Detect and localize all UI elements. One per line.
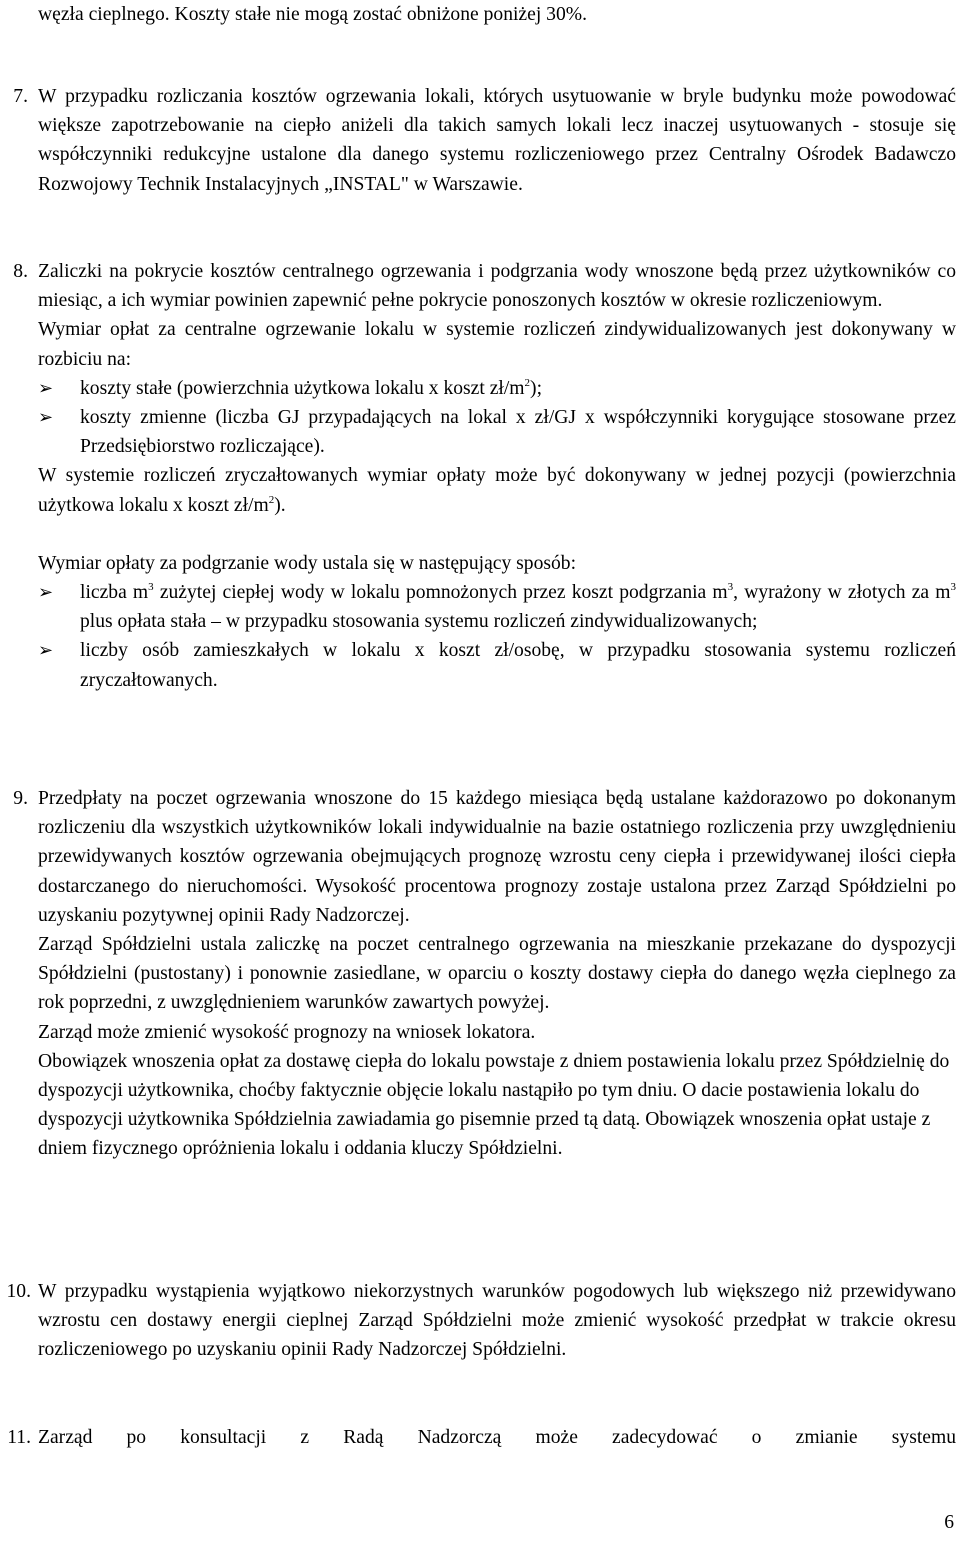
- page-number: 6: [944, 1512, 954, 1533]
- item-11-body: [38, 1423, 956, 1452]
- item-8-para-4: Wymiar opłaty za podgrzanie wody ustala się w następujący sposób:: [38, 552, 577, 574]
- para-3-end: ).: [274, 494, 286, 516]
- superscript: 3: [727, 581, 734, 594]
- item-8-bullet-3: [38, 578, 956, 636]
- superscript: 2: [268, 493, 275, 506]
- superscript: 3: [148, 581, 154, 594]
- item-9-para-3: Zarząd może zmienić wysokość prognozy na wniosek lokatora.: [38, 1021, 536, 1043]
- arrow-bullet-icon: ➢: [38, 640, 54, 662]
- item-7-text: W przypadku rozliczania kosztów ogrzewania lokali, których usytuowanie w bryle budynku może powodować większe zapotrzebowanie na ciepło aniżeli dla takich samych lokali lecz inaczej usytuowanych - stosuje się współczynniki redukcyjne ustalone dla danego systemu rozliczeniowego przez Centralny Ośrodek Badawczo Rozwojowy Technik Instalacyjnych „INSTAL" w Warszawie.: [38, 86, 956, 195]
- continuation-text: węzła cieplnego. Koszty stałe nie mogą zostać obniżone poniżej 30%.: [38, 4, 587, 25]
- arrow-bullet-icon: ➢: [38, 407, 54, 429]
- superscript: 3: [950, 581, 956, 594]
- item-8-para-3: [38, 461, 956, 519]
- item-8-bullet-1: [38, 374, 956, 403]
- para-3-text: W systemie rozliczeń zryczałtowanych wymiar opłaty może być dokonywany w jednej pozycji (powierzchnia użytkowa lokalu x koszt zł/m: [38, 465, 956, 516]
- superscript: 2: [524, 376, 531, 389]
- bullet-3-text-c: , wyrażony w złotych za m: [733, 582, 951, 604]
- bullet-1-text: koszty stałe (powierzchnia użytkowa lokalu x koszt zł/m: [80, 377, 525, 399]
- item-9-para-2: Zarząd Spółdzielni ustala zaliczkę na poczet centralnego ogrzewania na mieszkanie przekazane do dyspozycji Spółdzielni (pustostany) i ponownie zasiedlane, w oparciu o koszty dostawy ciepła do danego węzła cieplnego za rok poprzedni, z uwzględnieniem warunków zawartych powyżej.: [38, 934, 956, 1014]
- item-11: [0, 1423, 956, 1452]
- continuation-line: [38, 0, 956, 29]
- item-9-para-4: Obowiązek wnoszenia opłat za dostawę ciepła do lokalu powstaje z dniem postawienia lokalu przez Spółdzielnię do dyspozycji użytkownika, choćby faktycznie objęcie lokalu nastąpiło po tym dniu. O dacie postawienia lokalu do dyspozycji użytkownika Spółdzielnia zawiadamia go pisemnie przed tą datą. Obowiązek wnoszenia opłat ustaje z dniem fizycznego opróżnienia lokalu i oddania kluczy Spółdzielni.: [38, 1050, 950, 1160]
- item-7-number: 7.: [13, 86, 28, 107]
- bullet-4-text: liczby osób zamieszkałych w lokalu x koszt zł/osobę, w przypadku stosowania systemu rozliczeń zryczałtowanych.: [80, 640, 956, 691]
- item-8-bullet-4: [38, 636, 956, 694]
- bullet-3-text-b: zużytej ciepłej wody w lokalu pomnożonych przez koszt podgrzania m: [153, 582, 728, 604]
- bullet-3-text-a: liczba m: [80, 582, 149, 604]
- item-8-para-1: Zaliczki na pokrycie kosztów centralnego ogrzewania i podgrzania wody wnoszone będą przez użytkowników co miesiąc, a ich wymiar powinien zapewnić pełne pokrycie ponoszonych kosztów w okresie rozliczeniowym.: [38, 261, 956, 312]
- item-9-body: [38, 784, 956, 1164]
- item-8-number: 8.: [13, 261, 28, 282]
- item-11-number: 11.: [7, 1427, 31, 1448]
- arrow-bullet-icon: ➢: [38, 582, 54, 604]
- item-8: [0, 257, 956, 695]
- item-8-bullet-2: [38, 403, 956, 461]
- item-10-text: W przypadku wystąpienia wyjątkowo niekorzystnych warunków pogodowych lub większego niż przewidywano wzrostu cen dostawy energii cieplnej Zarząd Spółdzielni może zmienić wysokość przedpłat w trakcie okresu rozliczeniowego po uzyskaniu opinii Rady Nadzorczej Spółdzielni.: [38, 1281, 956, 1361]
- item-11-text: Zarząd po konsultacji z Radą Nadzorczą może zadecydować o zmianie systemu: [38, 1427, 956, 1448]
- item-7: [0, 82, 956, 199]
- item-9-para-1: Przedpłaty na poczet ogrzewania wnoszone do 15 każdego miesiąca będą ustalane każdorazowo po dokonanym rozliczeniu dla wszystkich użytkowników lokali indywidualnie na bazie ostatniego rozliczenia przy uwzględnieniu przewidywanych kosztów ogrzewania obejmujących prognozę wzrostu ceny ciepła i przewidywanej ilości ciepła dostarczanego do nieruchomości. Wysokość procentowa prognozy zostaje ustalona przez Zarząd Spółdzielni po uzyskaniu pozytywnej opinii Rady Nadzorczej.: [38, 788, 956, 926]
- item-9: [0, 784, 956, 1164]
- item-7-body: [38, 82, 956, 199]
- item-8-para-2: Wymiar opłat za centralne ogrzewanie lokalu w systemie rozliczeń zindywidualizowanych jest dokonywany w rozbiciu na:: [38, 319, 956, 370]
- item-10-number: 10.: [6, 1281, 31, 1302]
- item-10-body: [38, 1277, 956, 1365]
- spacer: [38, 520, 956, 549]
- item-8-body: [38, 257, 956, 695]
- item-10: [0, 1277, 956, 1365]
- bullet-3-text-d: plus opłata stała – w przypadku stosowania systemu rozliczeń zindywidualizowanych;: [80, 611, 758, 633]
- item-9-number: 9.: [13, 788, 28, 809]
- arrow-bullet-icon: ➢: [38, 377, 54, 399]
- bullet-2-text: koszty zmienne (liczba GJ przypadających na lokal x zł/GJ x współczynniki korygujące stosowane przez Przedsiębiorstwo rozliczające).: [80, 407, 956, 458]
- bullet-1-end: );: [530, 377, 543, 399]
